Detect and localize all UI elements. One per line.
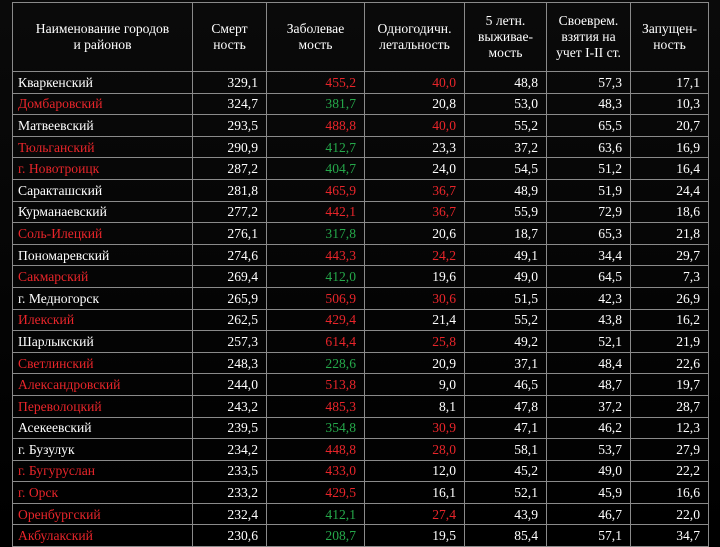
city-name-cell: г. Новотроицк (13, 158, 193, 180)
mortality-cell: 277,2 (193, 201, 267, 223)
table-row (13, 503, 709, 525)
neglect-cell: 16,6 (631, 482, 709, 504)
morbidity-cell: 465,9 (267, 179, 365, 201)
survival-cell: 43,9 (465, 503, 547, 525)
city-name-cell: г. Бузулук (13, 439, 193, 461)
lethality-cell: 40,0 (365, 72, 465, 94)
morbidity-cell: 614,4 (267, 331, 365, 353)
city-name-cell: Александровский (13, 374, 193, 396)
table-row (13, 287, 709, 309)
neglect-cell: 18,6 (631, 201, 709, 223)
survival-cell: 49,0 (465, 266, 547, 288)
mortality-cell: 324,7 (193, 93, 267, 115)
city-name-cell: Курманаевский (13, 201, 193, 223)
header-line: мость (298, 37, 333, 52)
registration-cell: 37,2 (547, 395, 631, 417)
neglect-cell: 34,7 (631, 525, 709, 547)
registration-cell: 45,9 (547, 482, 631, 504)
neglect-cell: 21,8 (631, 223, 709, 245)
mortality-cell: 248,3 (193, 352, 267, 374)
table-row (13, 93, 709, 115)
city-name-cell: Домбаровский (13, 93, 193, 115)
morbidity-cell: 455,2 (267, 72, 365, 94)
table-row (13, 395, 709, 417)
survival-cell: 49,2 (465, 331, 547, 353)
table-row (13, 72, 709, 94)
neglect-cell: 28,7 (631, 395, 709, 417)
morbidity-cell: 354,8 (267, 417, 365, 439)
mortality-cell: 230,6 (193, 525, 267, 547)
lethality-cell: 25,8 (365, 331, 465, 353)
survival-cell: 48,9 (465, 179, 547, 201)
city-name-cell: Сакмарский (13, 266, 193, 288)
morbidity-cell: 412,1 (267, 503, 365, 525)
header-line: Одногодичн. (377, 21, 452, 36)
morbidity-cell: 443,3 (267, 244, 365, 266)
neglect-cell: 21,9 (631, 331, 709, 353)
header-line: Наименование городов (35, 21, 170, 36)
survival-cell: 37,1 (465, 352, 547, 374)
mortality-cell: 329,1 (193, 72, 267, 94)
lethality-cell: 20,8 (365, 93, 465, 115)
table-row (13, 309, 709, 331)
city-name-cell: Матвеевский (13, 115, 193, 137)
neglect-cell: 22,6 (631, 352, 709, 374)
neglect-cell: 12,3 (631, 417, 709, 439)
mortality-cell: 276,1 (193, 223, 267, 245)
lethality-cell: 27,4 (365, 503, 465, 525)
city-name-cell: Светлинский (13, 352, 193, 374)
city-name-cell: Пономаревский (13, 244, 193, 266)
table-row (13, 223, 709, 245)
lethality-cell: 30,9 (365, 417, 465, 439)
morbidity-cell: 442,1 (267, 201, 365, 223)
header-line: Смерт (211, 21, 248, 36)
survival-cell: 46,5 (465, 374, 547, 396)
survival-cell: 52,1 (465, 482, 547, 504)
lethality-cell: 20,9 (365, 352, 465, 374)
header-mortality (193, 3, 267, 72)
survival-cell: 53,0 (465, 93, 547, 115)
header-line: взятия на (561, 29, 616, 44)
city-name-cell: Соль-Илецкий (13, 223, 193, 245)
cancer-statistics-table (12, 2, 709, 547)
header-city-district (13, 3, 193, 72)
table-row (13, 417, 709, 439)
lethality-cell: 16,1 (365, 482, 465, 504)
mortality-cell: 234,2 (193, 439, 267, 461)
header-line: выживае- (477, 29, 534, 44)
registration-cell: 43,8 (547, 309, 631, 331)
registration-cell: 46,7 (547, 503, 631, 525)
survival-cell: 54,5 (465, 158, 547, 180)
lethality-cell: 24,2 (365, 244, 465, 266)
registration-cell: 53,7 (547, 439, 631, 461)
table-row (13, 482, 709, 504)
registration-cell: 48,4 (547, 352, 631, 374)
lethality-cell: 23,3 (365, 136, 465, 158)
survival-cell: 51,5 (465, 287, 547, 309)
header-line: Своеврем. (558, 13, 619, 28)
header-line: мость (488, 45, 523, 60)
header-timely-registration (547, 3, 631, 72)
registration-cell: 51,9 (547, 179, 631, 201)
registration-cell: 48,7 (547, 374, 631, 396)
morbidity-cell: 485,3 (267, 395, 365, 417)
table-row (13, 460, 709, 482)
table-row (13, 244, 709, 266)
registration-cell: 57,3 (547, 72, 631, 94)
mortality-cell: 232,4 (193, 503, 267, 525)
neglect-cell: 19,7 (631, 374, 709, 396)
morbidity-cell: 208,7 (267, 525, 365, 547)
header-line: учет I-II ст. (556, 45, 621, 60)
header-morbidity (267, 3, 365, 72)
header-five-year-survival (465, 3, 547, 72)
registration-cell: 65,5 (547, 115, 631, 137)
mortality-cell: 269,4 (193, 266, 267, 288)
table-row (13, 201, 709, 223)
mortality-cell: 257,3 (193, 331, 267, 353)
morbidity-cell: 228,6 (267, 352, 365, 374)
neglect-cell: 7,3 (631, 266, 709, 288)
survival-cell: 47,1 (465, 417, 547, 439)
neglect-cell: 16,2 (631, 309, 709, 331)
mortality-cell: 243,2 (193, 395, 267, 417)
neglect-cell: 10,3 (631, 93, 709, 115)
city-name-cell: Асекеевский (13, 417, 193, 439)
morbidity-cell: 488,8 (267, 115, 365, 137)
registration-cell: 34,4 (547, 244, 631, 266)
lethality-cell: 36,7 (365, 179, 465, 201)
registration-cell: 52,1 (547, 331, 631, 353)
mortality-cell: 293,5 (193, 115, 267, 137)
survival-cell: 47,8 (465, 395, 547, 417)
header-line: ность (213, 37, 246, 52)
mortality-cell: 239,5 (193, 417, 267, 439)
lethality-cell: 40,0 (365, 115, 465, 137)
lethality-cell: 30,6 (365, 287, 465, 309)
neglect-cell: 26,9 (631, 287, 709, 309)
table-row (13, 439, 709, 461)
mortality-cell: 287,2 (193, 158, 267, 180)
mortality-cell: 262,5 (193, 309, 267, 331)
survival-cell: 18,7 (465, 223, 547, 245)
survival-cell: 55,9 (465, 201, 547, 223)
table-row (13, 266, 709, 288)
lethality-cell: 28,0 (365, 439, 465, 461)
morbidity-cell: 429,4 (267, 309, 365, 331)
neglect-cell: 22,2 (631, 460, 709, 482)
morbidity-cell: 513,8 (267, 374, 365, 396)
morbidity-cell: 506,9 (267, 287, 365, 309)
city-name-cell: Саракташский (13, 179, 193, 201)
registration-cell: 42,3 (547, 287, 631, 309)
header-line: Заболевае (286, 21, 345, 36)
neglect-cell: 29,7 (631, 244, 709, 266)
header-line: ность (653, 37, 686, 52)
neglect-cell: 16,4 (631, 158, 709, 180)
registration-cell: 49,0 (547, 460, 631, 482)
registration-cell: 72,9 (547, 201, 631, 223)
city-name-cell: Шарлыкский (13, 331, 193, 353)
table-row (13, 525, 709, 547)
mortality-cell: 233,5 (193, 460, 267, 482)
mortality-cell: 265,9 (193, 287, 267, 309)
lethality-cell: 8,1 (365, 395, 465, 417)
neglect-cell: 16,9 (631, 136, 709, 158)
city-name-cell: Тюльганский (13, 136, 193, 158)
lethality-cell: 9,0 (365, 374, 465, 396)
registration-cell: 63,6 (547, 136, 631, 158)
header-line: 5 летн. (485, 13, 526, 28)
survival-cell: 45,2 (465, 460, 547, 482)
table-row (13, 158, 709, 180)
neglect-cell: 22,0 (631, 503, 709, 525)
morbidity-cell: 412,0 (267, 266, 365, 288)
table-row (13, 115, 709, 137)
table-row (13, 374, 709, 396)
registration-cell: 64,5 (547, 266, 631, 288)
city-name-cell: г. Бугуруслан (13, 460, 193, 482)
mortality-cell: 290,9 (193, 136, 267, 158)
morbidity-cell: 448,8 (267, 439, 365, 461)
table-row (13, 179, 709, 201)
table-body (13, 72, 709, 547)
survival-cell: 55,2 (465, 309, 547, 331)
morbidity-cell: 317,8 (267, 223, 365, 245)
header-neglect (631, 3, 709, 72)
table-row (13, 352, 709, 374)
lethality-cell: 36,7 (365, 201, 465, 223)
registration-cell: 51,2 (547, 158, 631, 180)
survival-cell: 48,8 (465, 72, 547, 94)
city-name-cell: г. Орск (13, 482, 193, 504)
survival-cell: 49,1 (465, 244, 547, 266)
header-line: летальность (379, 37, 450, 52)
mortality-cell: 274,6 (193, 244, 267, 266)
mortality-cell: 233,2 (193, 482, 267, 504)
morbidity-cell: 404,7 (267, 158, 365, 180)
city-name-cell: Переволоцкий (13, 395, 193, 417)
table-row (13, 136, 709, 158)
neglect-cell: 17,1 (631, 72, 709, 94)
morbidity-cell: 412,7 (267, 136, 365, 158)
registration-cell: 46,2 (547, 417, 631, 439)
lethality-cell: 19,5 (365, 525, 465, 547)
city-name-cell: Акбулакский (13, 525, 193, 547)
survival-cell: 37,2 (465, 136, 547, 158)
survival-cell: 58,1 (465, 439, 547, 461)
neglect-cell: 27,9 (631, 439, 709, 461)
city-name-cell: Оренбургский (13, 503, 193, 525)
lethality-cell: 24,0 (365, 158, 465, 180)
registration-cell: 48,3 (547, 93, 631, 115)
morbidity-cell: 429,5 (267, 482, 365, 504)
survival-cell: 55,2 (465, 115, 547, 137)
table-row (13, 331, 709, 353)
mortality-cell: 244,0 (193, 374, 267, 396)
mortality-cell: 281,8 (193, 179, 267, 201)
lethality-cell: 19,6 (365, 266, 465, 288)
registration-cell: 57,1 (547, 525, 631, 547)
morbidity-cell: 433,0 (267, 460, 365, 482)
city-name-cell: г. Медногорск (13, 287, 193, 309)
morbidity-cell: 381,7 (267, 93, 365, 115)
city-name-cell: Кваркенский (13, 72, 193, 94)
lethality-cell: 12,0 (365, 460, 465, 482)
lethality-cell: 21,4 (365, 309, 465, 331)
lethality-cell: 20,6 (365, 223, 465, 245)
header-line: и районов (73, 37, 132, 52)
header-one-year-lethality (365, 3, 465, 72)
header-row (13, 3, 709, 72)
neglect-cell: 24,4 (631, 179, 709, 201)
survival-cell: 85,4 (465, 525, 547, 547)
neglect-cell: 20,7 (631, 115, 709, 137)
header-line: Запущен- (641, 21, 698, 36)
city-name-cell: Илекский (13, 309, 193, 331)
registration-cell: 65,3 (547, 223, 631, 245)
